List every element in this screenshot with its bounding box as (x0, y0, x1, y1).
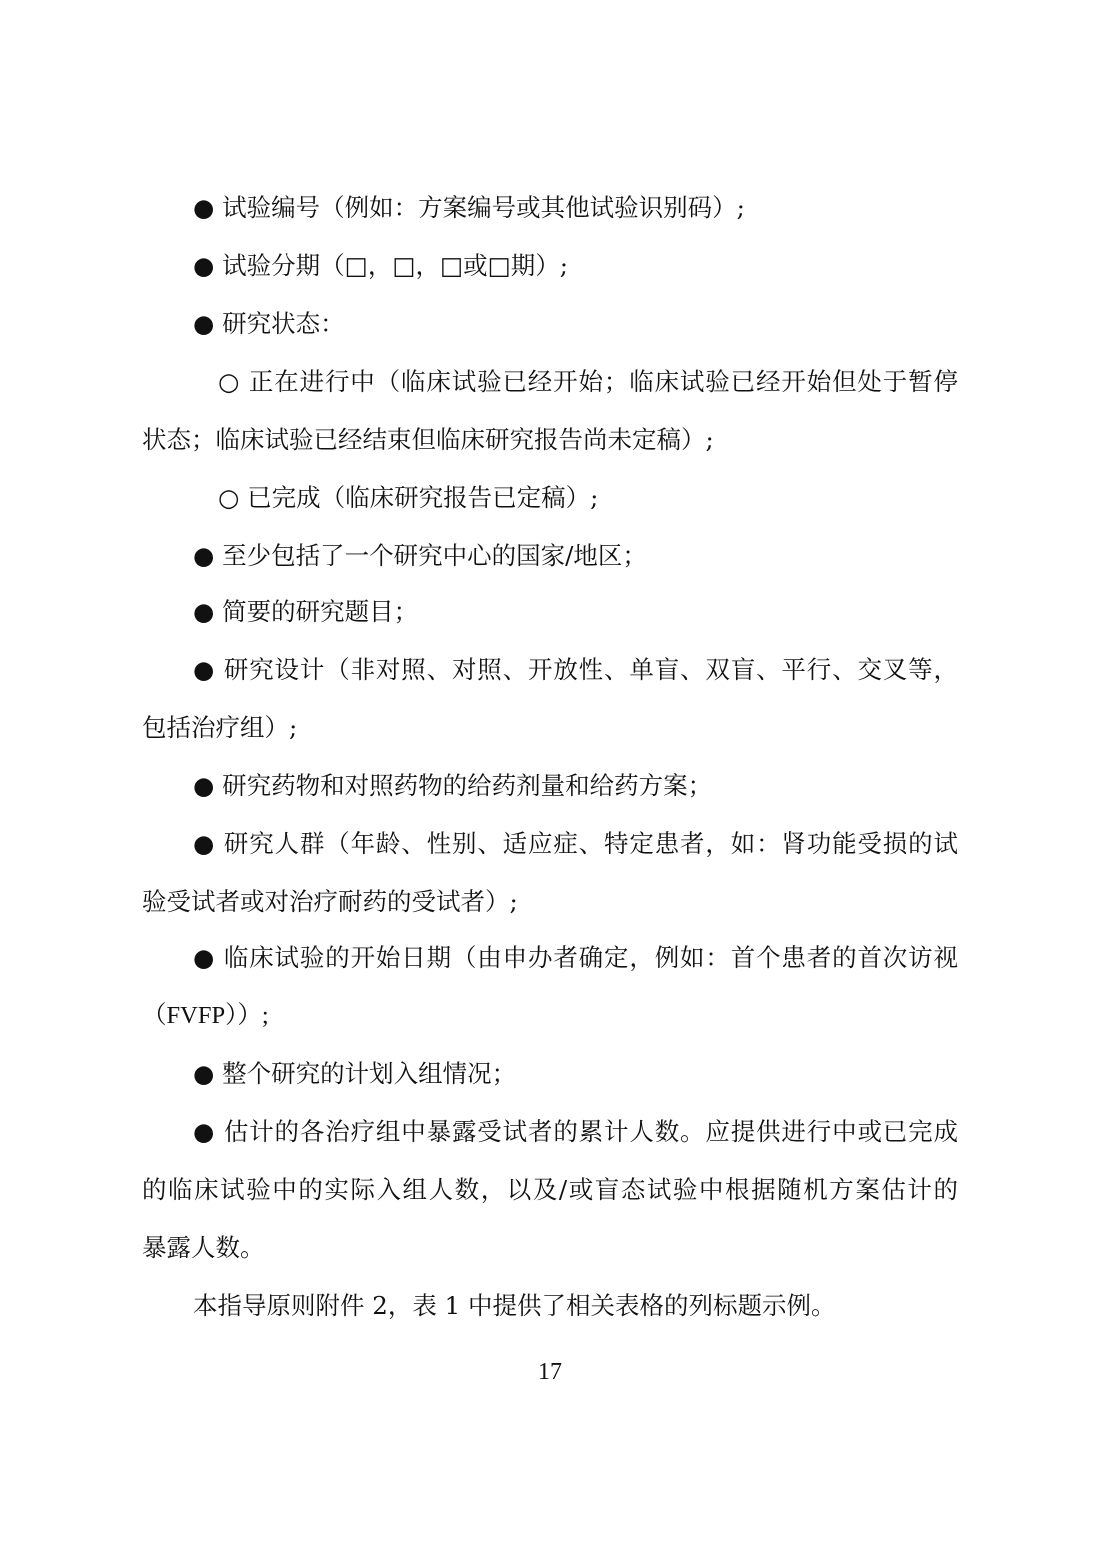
sub-bullet-completed: ○ 已完成（临床研究报告已定稿）; (218, 483, 599, 512)
bullet-start-date: ● 临床试验的开始日期（由申办者确定，例如：首个患者的首次访视 (193, 943, 958, 972)
bullet-population: ● 研究人群（年龄、性别、适应症、特定患者，如：肾功能受损的试 (193, 829, 958, 858)
bullet-dosing: ● 研究药物和对照药物的给药剂量和给药方案； (193, 771, 713, 800)
bullet-study-design-continued: 包括治疗组）; (142, 713, 298, 742)
bullet-exposure-count-continued-2: 暴露人数。 (142, 1233, 265, 1262)
bullet-trial-phase: ● 试验分期（□，□，□或□期）; (193, 251, 569, 280)
sub-bullet-ongoing: ○ 正在进行中（临床试验已经开始；临床试验已经开始但处于暂停 (218, 367, 958, 396)
page-number: 17 (538, 1359, 562, 1385)
bullet-exposure-count: ● 估计的各治疗组中暴露受试者的累计人数。应提供进行中或已完成 (193, 1117, 958, 1146)
bullet-study-title: ● 简要的研究题目； (193, 597, 419, 626)
bullet-start-date-continued: （FVFP））; (142, 1002, 269, 1029)
bullet-planned-enrollment: ● 整个研究的计划入组情况； (193, 1059, 517, 1088)
bullet-study-design: ● 研究设计（非对照、对照、开放性、单盲、双盲、平行、交叉等， (193, 655, 958, 684)
bullet-trial-number: ● 试验编号（例如：方案编号或其他试验识别码）; (193, 193, 745, 222)
sub-bullet-ongoing-continued: 状态；临床试验已经结束但临床研究报告尚未定稿）; (142, 425, 714, 454)
bullet-countries: ● 至少包括了一个研究中心的国家/地区； (193, 541, 647, 570)
closing-paragraph: 本指导原则附件 2，表 1 中提供了相关表格的列标题示例。 (193, 1291, 836, 1320)
bullet-exposure-count-continued-1: 的临床试验中的实际入组人数，以及/或盲态试验中根据随机方案估计的 (142, 1175, 958, 1204)
bullet-study-status: ● 研究状态： (193, 309, 345, 338)
bullet-population-continued: 验受试者或对治疗耐药的受试者）; (142, 887, 518, 916)
